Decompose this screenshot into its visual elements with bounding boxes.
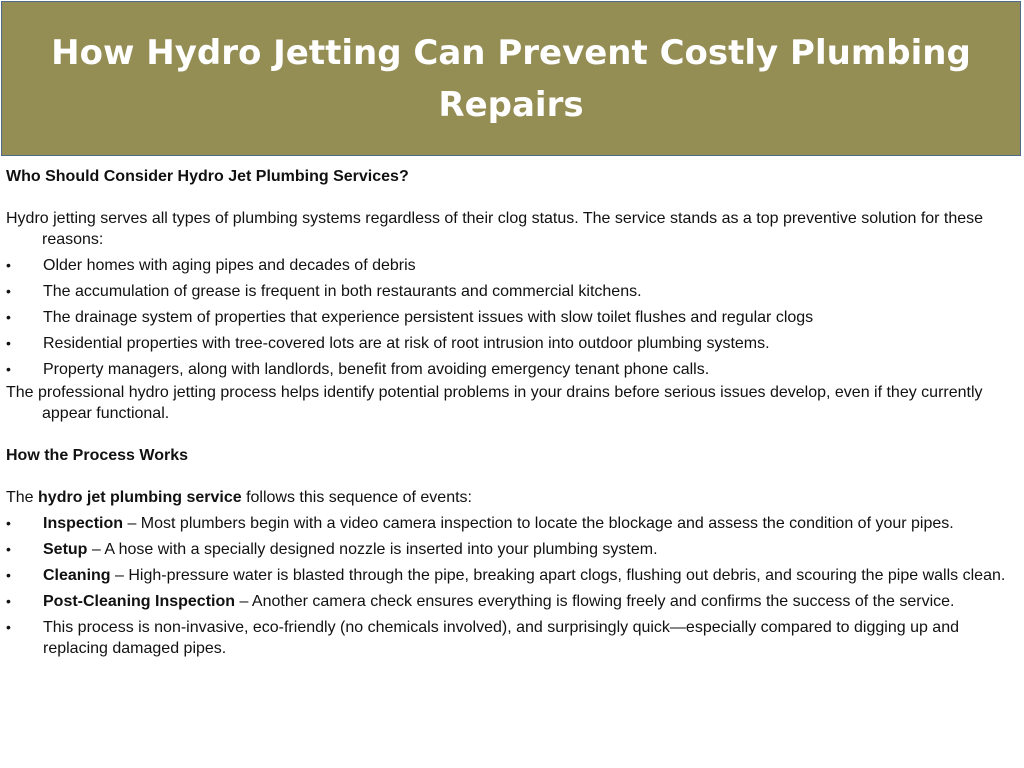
step-term: Inspection <box>43 515 124 532</box>
process-steps-list <box>6 513 1014 659</box>
step-description: – A hose with a specially designed nozzle is inserted into your plumbing system. <box>87 541 658 558</box>
process-intro-keyword: hydro jet plumbing service <box>38 489 242 506</box>
list-item <box>6 513 1014 534</box>
process-intro-prefix: The <box>6 489 39 506</box>
section-heading-who-should-consider: Who Should Consider Hydro Jet Plumbing Services? <box>6 168 409 185</box>
spacer <box>6 466 1014 487</box>
step-term: Setup <box>43 541 88 558</box>
bullet-dot-icon: • <box>6 619 11 635</box>
bullet-dot-icon: • <box>6 257 11 273</box>
bullet-dot-icon: • <box>6 283 11 299</box>
section-heading-how-it-works: How the Process Works <box>6 447 188 464</box>
reasons-list <box>6 255 1014 380</box>
list-item-text: The drainage system of properties that experience persistent issues with slow toilet flushes and regular clogs <box>43 309 814 326</box>
list-item-text: This process is non-invasive, eco-friendly (no chemicals involved), and surprisingly quick—especially compared to digging up and replacing damaged pipes. <box>43 619 959 657</box>
list-item <box>6 565 1014 586</box>
list-item <box>6 617 1014 659</box>
bullet-dot-icon: • <box>6 361 11 377</box>
list-item <box>6 591 1014 612</box>
list-item-text: The accumulation of grease is frequent in both restaurants and commercial kitchens. <box>43 283 642 300</box>
list-item <box>6 359 1014 380</box>
process-intro-suffix: follows this sequence of events: <box>241 489 472 506</box>
spacer <box>6 424 1014 445</box>
list-item <box>6 255 1014 276</box>
list-item <box>6 281 1014 302</box>
slide-content <box>6 166 1014 661</box>
title-banner <box>1 1 1021 156</box>
step-term: Post-Cleaning Inspection <box>43 593 236 610</box>
process-intro-paragraph <box>6 487 1014 508</box>
bullet-dot-icon: • <box>6 593 11 609</box>
bullet-dot-icon: • <box>6 335 11 351</box>
spacer <box>6 187 1014 208</box>
list-item <box>6 539 1014 560</box>
list-item-text: Older homes with aging pipes and decades of debris <box>43 257 416 274</box>
bullet-dot-icon: • <box>6 515 11 531</box>
step-description: – High-pressure water is blasted through the pipe, breaking apart clogs, flushing out debris, and scouring the pipe walls clean. <box>110 567 1006 584</box>
list-item <box>6 307 1014 328</box>
list-item-text: Property managers, along with landlords, benefit from avoiding emergency tenant phone calls. <box>43 361 710 378</box>
step-description: – Most plumbers begin with a video camera inspection to locate the blockage and assess the condition of your pipes. <box>123 515 954 532</box>
bullet-dot-icon: • <box>6 541 11 557</box>
bullet-dot-icon: • <box>6 567 11 583</box>
list-item-text: Residential properties with tree-covered lots are at risk of root intrusion into outdoor plumbing systems. <box>43 335 770 352</box>
closing-paragraph: The professional hydro jetting process helps identify potential problems in your drains before serious issues develop, even if they currently appear functional. <box>6 384 983 422</box>
step-term: Cleaning <box>43 567 111 584</box>
list-item <box>6 333 1014 354</box>
slide-title: How Hydro Jetting Can Prevent Costly Plumbing Repairs <box>51 32 971 125</box>
intro-paragraph: Hydro jetting serves all types of plumbing systems regardless of their clog status. The service stands as a top preventive solution for these reasons: <box>6 210 984 248</box>
bullet-dot-icon: • <box>6 309 11 325</box>
step-description: – Another camera check ensures everything is flowing freely and confirms the success of the service. <box>235 593 955 610</box>
